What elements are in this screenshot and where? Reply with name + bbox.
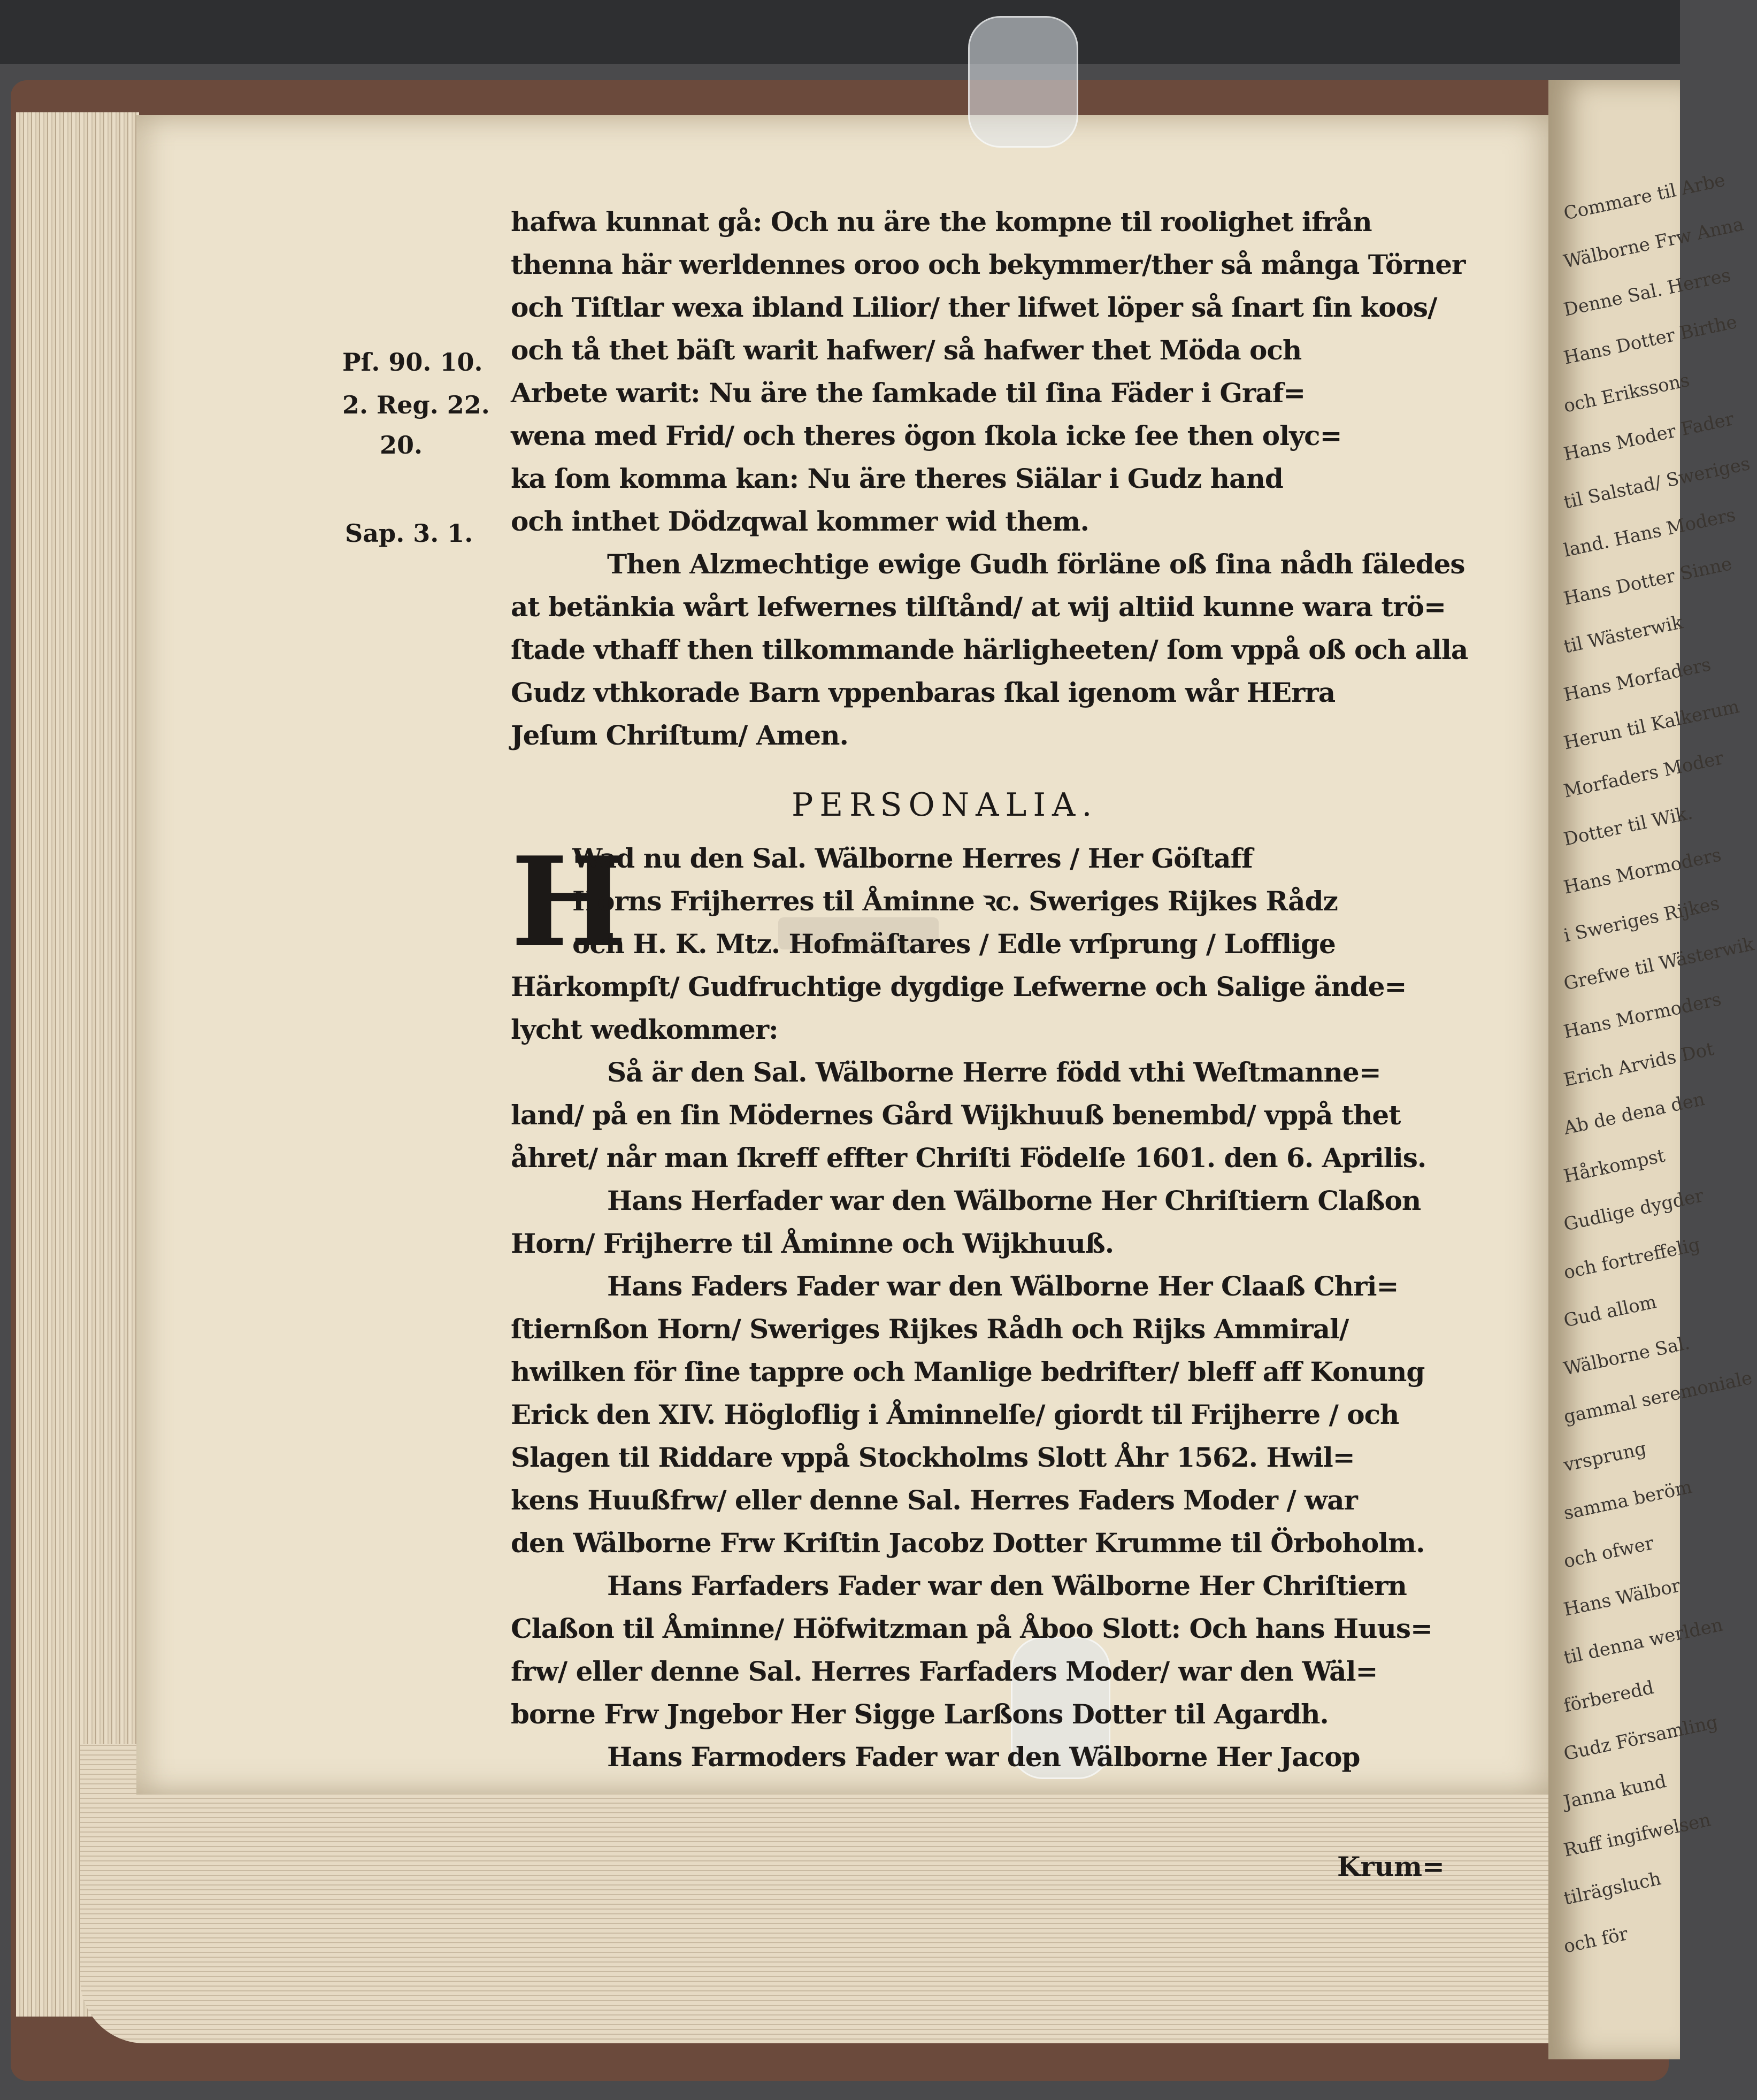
text-line: Härkompſt/ Gudfruchtige dygdige Lefwerne och Salige ände=	[511, 971, 1407, 1002]
text-line: Gudz vthkorade Barn vppenbaras ſkal igenom wår HErra	[511, 677, 1336, 708]
text-line: Claßon til Åminne/ Höfwitzman på Åboo Slott: Och hans Huus=	[511, 1613, 1432, 1644]
text-line: åhret/ når man ſkreff effter Chriſti Födelſe 1601. den 6. Aprilis.	[511, 1142, 1426, 1174]
facing-page-line: Grefwe til Wästerwik	[1562, 933, 1756, 995]
text-line: Horn/ Frijherre til Åminne och Wijkhuuß.	[511, 1228, 1114, 1259]
facing-page-line: land. Hans Moders	[1562, 504, 1738, 562]
text-line: och tå thet bäſt warit hafwer/ så hafwer thet Möda och	[511, 334, 1302, 366]
text-line: Hans Farfaders Fader war den Wälborne Her Chriſtiern	[607, 1570, 1407, 1601]
facing-page-line: Hårkompst	[1562, 1145, 1667, 1187]
text-line: Så är den Sal. Wälborne Herre född vthi Weſtmanne=	[607, 1056, 1381, 1088]
facing-page-line: Hans Mormoders	[1562, 988, 1723, 1043]
main-text-top	[511, 201, 1468, 757]
facing-page-line: och Erikssons	[1562, 369, 1692, 417]
facing-page-line: Morfaders Moder	[1562, 747, 1725, 802]
facing-page-line: Denne Sal. Herres	[1562, 264, 1733, 321]
margin-note-kings-verse: 20.	[380, 431, 423, 459]
text-line: och H. K. Mtz. Hofmäſtares / Edle vrſprung / Lofflige	[572, 928, 1336, 960]
text-line: Then Alzmechtige ewige Gudh förläne oß ſina nådh ſäledes	[607, 548, 1465, 580]
text-line: Slagen til Riddare vppå Stockholms Slott Åhr 1562. Hwil=	[511, 1442, 1355, 1473]
facing-page-line: Hans Moder Fader	[1562, 408, 1736, 465]
facing-page-line: Ab de dena den	[1562, 1088, 1707, 1139]
facing-page-line: til Wästerwik	[1562, 611, 1685, 658]
text-line: hwilken för ſine tappre och Manlige bedrifter/ bleff aff Konung	[511, 1356, 1425, 1388]
facing-page-line: vrsprung	[1562, 1437, 1648, 1476]
facing-page-line: samma beröm	[1562, 1476, 1694, 1524]
text-line: kens Huußfrw/ eller denne Sal. Herres Faders Moder / war	[511, 1484, 1357, 1516]
text-line: Jeſum Chriſtum/ Amen.	[511, 719, 848, 751]
facing-page-line: och fortreffelig	[1562, 1233, 1702, 1284]
text-line: Wad nu den Sal. Wälborne Herres / Her Göſtaff	[572, 842, 1253, 874]
text-line: ſtade vthaff then tilkommande härligheeten/ ſom vppå oß och alla	[511, 634, 1468, 665]
facing-page-line: Hans Mormoders	[1562, 844, 1723, 899]
text-line: Horns Frijherres til Åminne ꝛc. Sweriges Rijkes Rådz	[572, 885, 1338, 917]
margin-note-sapientia: Sap. 3. 1.	[345, 519, 473, 548]
page-edges-left	[16, 112, 139, 2017]
facing-page-line: Gud allom	[1562, 1291, 1659, 1332]
catchword: Krum=	[1337, 1851, 1445, 1882]
text-line: Erick den XIV. Högloflig i Åminnelſe/ giordt til Frijherre / och	[511, 1399, 1399, 1430]
facing-page-line: tilrägsluch	[1562, 1868, 1663, 1910]
facing-page-line: och ofwer	[1562, 1532, 1656, 1573]
facing-page-line: Herun til Kalkerum	[1562, 695, 1741, 754]
text-line: Hans Herfader war den Wälborne Her Chriſtiern Claßon	[607, 1185, 1421, 1216]
drop-cap: H	[511, 830, 627, 975]
facing-page-line: til denna werlden	[1562, 1614, 1725, 1669]
facing-page-line: Janna kund	[1562, 1770, 1669, 1813]
facing-page-line: gammal seremoniale	[1562, 1367, 1754, 1428]
scanner-background	[0, 0, 1680, 64]
main-text-personalia	[511, 830, 1468, 1779]
facing-page-line: och för	[1562, 1923, 1630, 1958]
facing-page-line: Erich Arvids Dot	[1562, 1038, 1716, 1091]
text-line: och Tiſtlar wexa ibland Lilior/ ther lifwet löper så ſnart ſin koos/	[511, 292, 1437, 323]
text-line: frw/ eller denne Sal. Herres Farfaders Moder/ war den Wäl=	[511, 1656, 1378, 1687]
text-line: Hans Farmoders Fader war den Wälborne Her Jacop	[607, 1741, 1360, 1773]
facing-page-line: Wälborne Frw Anna	[1562, 213, 1746, 273]
facing-page-line: Dotter til Wik.	[1562, 802, 1695, 850]
facing-page-line: Wälborne Sal.	[1562, 1332, 1692, 1380]
page-clip-top	[968, 16, 1078, 148]
facing-page-line: i Sweriges Rijkes	[1562, 892, 1722, 947]
text-line: och inthet Dödzqwal kommer wid them.	[511, 505, 1089, 537]
text-line: ka ſom komma kan: Nu äre theres Siälar i Gudz hand	[511, 463, 1283, 494]
text-line: Hans Faders Fader war den Wälborne Her Claaß Chri=	[607, 1270, 1399, 1302]
text-line: Arbete warit: Nu äre the ſamkade til ſina Fäder i Graf=	[511, 377, 1306, 409]
facing-page-line: Ruff ingifwelsen	[1562, 1809, 1713, 1861]
text-line: den Wälborne Frw Kriſtin Jacobz Dotter Krumme til Örboholm.	[511, 1527, 1425, 1559]
text-line: lycht wedkommer:	[511, 1014, 778, 1045]
facing-page-line: Gudz Församling	[1562, 1711, 1720, 1765]
margin-note-kings: 2. Reg. 22.	[342, 390, 490, 419]
text-line: borne Frw Jngebor Her Sigge Larßons Dotter til Agardh.	[511, 1698, 1329, 1730]
text-line: ſtiernßon Horn/ Sweriges Rijkes Rådh och Rijks Ammiral/	[511, 1313, 1349, 1345]
facing-page-line: Hans Morfaders	[1562, 654, 1713, 706]
text-line: land/ på en ſin Mödernes Gård Wijkhuuß benembd/ vppå thet	[511, 1099, 1401, 1131]
section-heading: PERSONALIA.	[792, 786, 1099, 824]
facing-page-line: förberedd	[1562, 1676, 1656, 1717]
facing-page-line: Hans Dotter Birthe	[1562, 311, 1739, 369]
facing-page-line: til Salstad/ Sweriges	[1562, 453, 1752, 513]
facing-page-line: Hans Wälbor	[1562, 1575, 1683, 1621]
text-line: hafwa kunnat gå: Och nu äre the kompne til roolighet ifrån	[511, 206, 1372, 237]
facing-page-line: Hans Dotter Sinne	[1562, 553, 1734, 610]
text-line: wena med Frid/ och theres ögon ſkola icke ſee then olyc=	[511, 420, 1342, 451]
text-line: thenna här werldennes oroo och bekymmer/ther så många Törner	[511, 249, 1466, 280]
text-line: at betänkia wårt lefwernes tilſtånd/ at wij altiid kunne wara trö=	[511, 591, 1446, 623]
facing-page-line: Gudlige dygder	[1562, 1185, 1706, 1236]
margin-note-psalm: Pſ. 90. 10.	[342, 348, 483, 377]
facing-page	[1548, 80, 1756, 2059]
facing-page-line: Commare til Arbe	[1562, 169, 1727, 225]
